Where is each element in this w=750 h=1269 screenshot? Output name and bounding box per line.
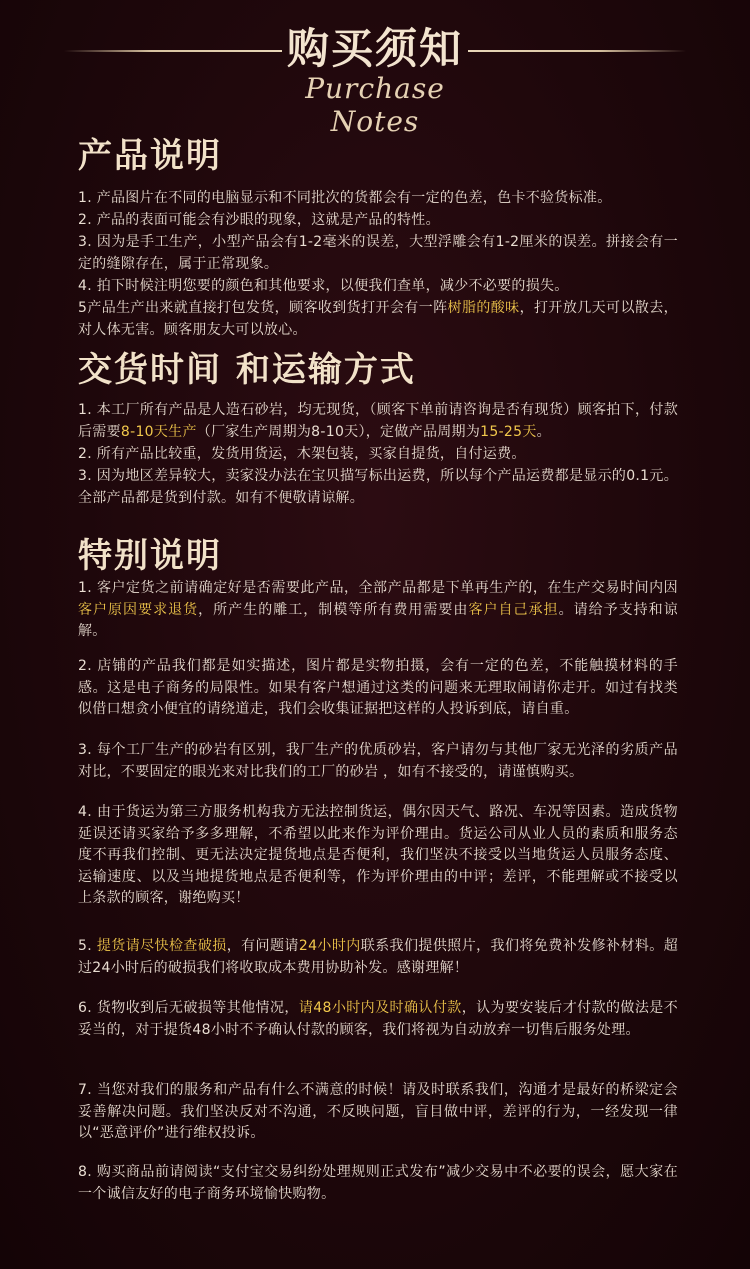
production-time-highlight: 8-10天生产 — [120, 423, 197, 440]
delivery-note-3: 3. 因为地区差异较大，卖家没办法在宝贝描写标出运费，所以每个产品运费都是显示的0.1元。全部产品都是货到付款。如有不便敬请谅解。 — [78, 468, 678, 506]
customer-return-highlight: 客户原因要求退货 — [78, 601, 199, 618]
product-note-3: 3. 因为是手工生产，小型产品会有1-2毫米的误差，大型浮雕会有1-2厘米的误差。拼接会有一定的缝隙存在，属于正常现象。 — [78, 234, 678, 272]
header-divider-left — [64, 50, 282, 52]
product-note-5: 5产品生产出来就直接打包发货，顾客收到货打开会有一阵树脂的酸味，打开放几天可以散去，对人体无害。顾客朋友大可以放心。 — [78, 300, 678, 338]
section-title-delivery: 交货时间 和运输方式 — [78, 350, 416, 390]
24-hours-highlight: 24小时内 — [298, 938, 361, 954]
special-note-1: 1. 客户定货之前请确定好是否需要此产品，全部产品都是下单再生产的，在生产交易时间内因客户原因要求退货，所产生的雕工，制模等所有费用需要由客户自己承担。请给予支持和谅解。 — [78, 580, 678, 639]
special-note-7: 7. 当您对我们的服务和产品有什么不满意的时候！请及时联系我们，沟通才是最好的桥梁定会妥善解决问题。我们坚决反对不沟通，不反映问题，盲目做中评，差评的行为，一经发现一律以“恶意评价”进行维权投诉。 — [78, 1082, 678, 1141]
confirm-payment-highlight: 请48小时内及时确认付款 — [298, 1000, 462, 1016]
section-title-product: 产品说明 — [78, 136, 222, 176]
special-note-5: 5. 提货请尽快检查破损，有问题请24小时内联系我们提供照片，我们将免费补发修补材料。超过24小时后的破损我们将收取成本费用协助补发。感谢理解！ — [78, 938, 679, 976]
page-title: 购买须知 — [286, 24, 463, 73]
section-title-special: 特别说明 — [78, 536, 222, 576]
special-note-6: 6. 货物收到后无破损等其他情况，请48小时内及时确认付款，认为要安装后才付款的做法是不妥当的，对于提货48小时不予确认付款的顾客，我们将视为自动放弃一切售后服务处理。 — [78, 1000, 678, 1038]
delivery-note-2: 2. 所有产品比较重，发货用货运，木架包装，买家自提货，自付运费。 — [78, 446, 526, 462]
product-note-2: 2. 产品的表面可能会有沙眼的现象，这就是产品的特性。 — [78, 212, 440, 228]
customer-pays-highlight: 客户自己承担 — [468, 601, 559, 618]
delivery-note-1: 1. 本工厂所有产品是人造石砂岩，均无现货，（顾客下单前请咨询是否有现货）顾客拍下，付款后需要8-10天生产（厂家生产周期为8-10天），定做产品周期为15-25天。 — [78, 402, 678, 440]
special-note-3: 3. 每个工厂生产的砂岩有区别，我厂生产的优质砂岩，客户请勿与其他厂家无光泽的劣质产品对比，不要固定的眼光来对比我们的工厂的砂岩 ，如有不接受的，请谨慎购买。 — [78, 742, 678, 780]
special-note-8: 8. 购买商品前请阅读“支付宝交易纠纷处理规则正式发布”减少交易中不必要的误会，愿大家在一个诚信友好的电子商务环境愉快购物。 — [78, 1164, 678, 1202]
product-note-4: 4. 拍下时候注明您要的颜色和其他要求，以便我们查单，减少不必要的损失。 — [78, 278, 569, 294]
page-subtitle: Purchase Notes — [305, 72, 445, 138]
special-note-4: 4. 由于货运为第三方服务机构我方无法控制货运，偶尔因天气、路况、车况等因素。造成货物延误还请买家给予多多理解，不希望以此来作为评价理由。货运公司从业人员的素质和服务态度不再我们控制、更无法决定提货地点是否便利，我们坚决不接受以当地货运人员服务态度、运输速度、以及当地提货地点是否便利等，作为评价理由的中评；差评，不能理解或不接受以上条款的顾客，谢绝购买！ — [78, 804, 678, 906]
inspect-damage-highlight: 提货请尽快检查破损 — [96, 938, 227, 954]
page-header — [0, 0, 750, 138]
special-note-2: 2. 店铺的产品我们都是如实描述，图片都是实物拍摄，会有一定的色差，不能触摸材料的手感。这是电子商务的局限性。如果有客户想通过这类的问题来无理取闹请你走开。如过有找类似借口想贪小便宜的请绕道走，我们会收集证据把这样的人投诉到底，请自重。 — [78, 658, 678, 717]
product-note-1: 1. 产品图片在不同的电脑显示和不同批次的货都会有一定的色差，色卡不验货标准。 — [78, 190, 612, 206]
resin-smell-highlight: 树脂的酸味 — [447, 300, 520, 316]
header-divider-right — [468, 50, 686, 52]
custom-period-highlight: 15-25天 — [480, 423, 537, 440]
